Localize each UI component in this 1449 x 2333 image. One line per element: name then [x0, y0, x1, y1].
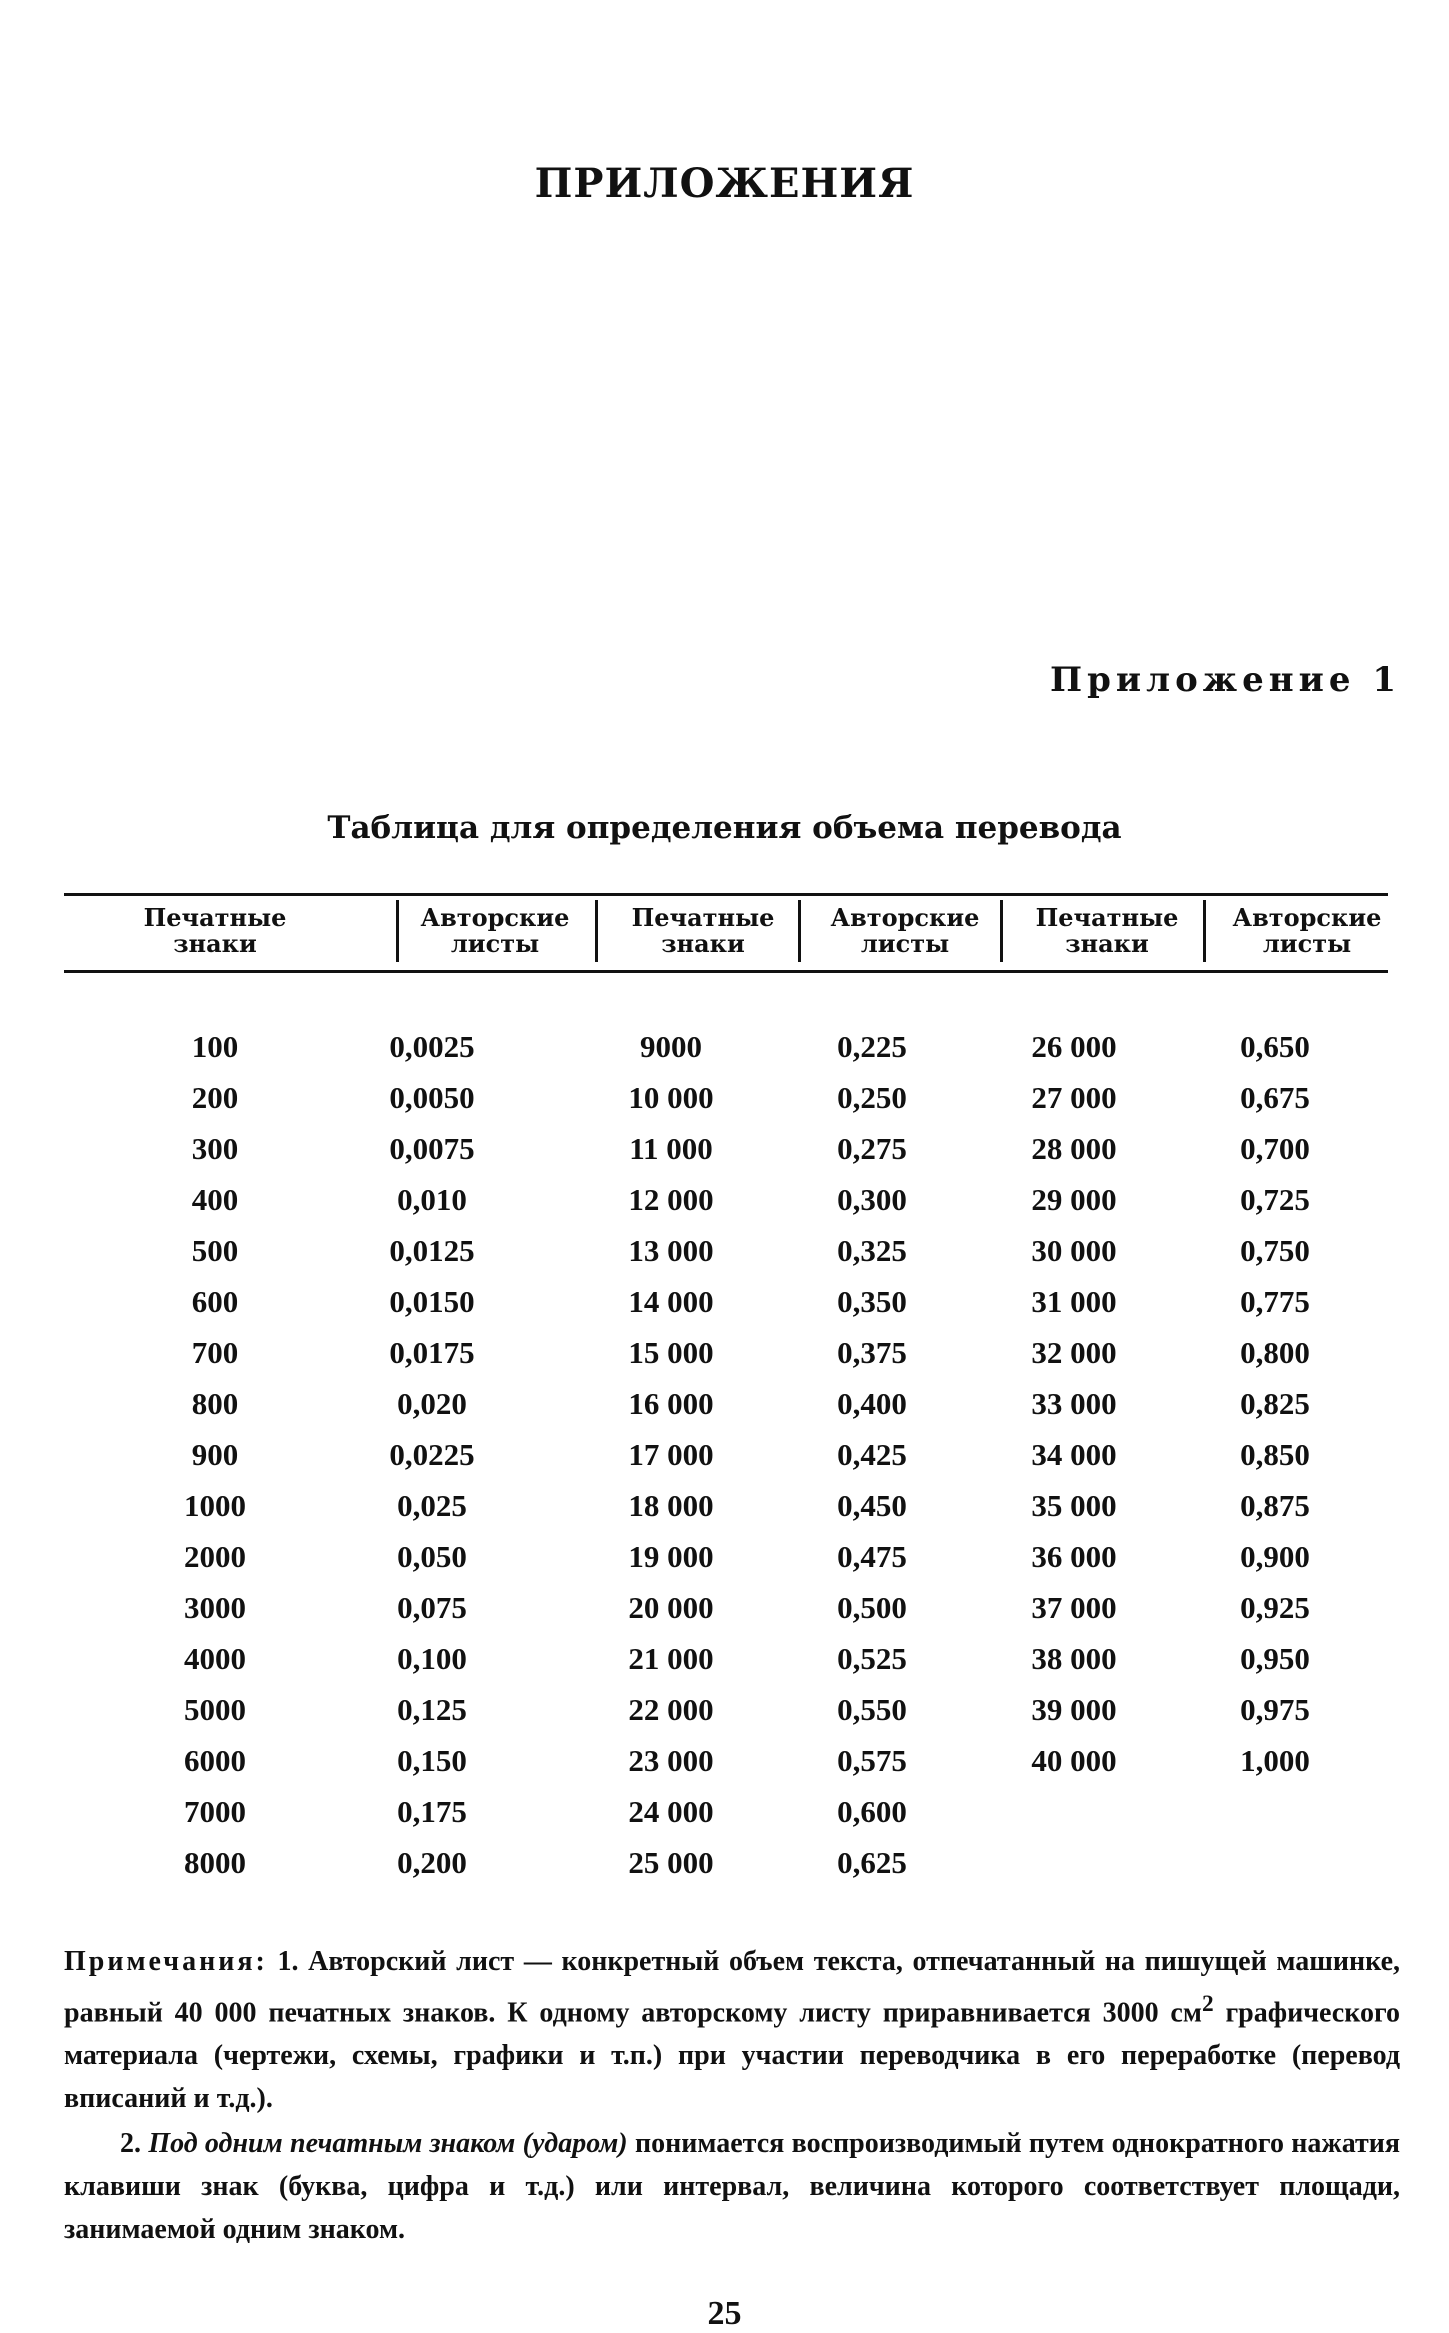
table-cell: 0,150	[397, 1743, 467, 1778]
table-cell: 300	[191, 1131, 239, 1166]
note-1-text-b: графического материала (чертежи, схемы, графики и т.п.) при участии переводчика в его переработке (перевод вписаний и т.д.).	[64, 1997, 1401, 2115]
table-cell: 6000	[184, 1743, 246, 1778]
table-cell: 21 000	[628, 1641, 714, 1676]
table-cell: 1000	[184, 1488, 246, 1523]
header-author-sheets-2: Авторские листы	[830, 903, 980, 958]
table-cell: 15 000	[628, 1335, 714, 1370]
table-header-rule	[64, 970, 1388, 973]
table-cell: 0,925	[1240, 1590, 1310, 1625]
header-divider	[1000, 900, 1003, 962]
table-cell: 10 000	[628, 1080, 714, 1115]
table-cell: 0,600	[837, 1794, 907, 1829]
table-cell: 0,750	[1240, 1233, 1310, 1268]
table-column-author-sheets-2	[792, 1021, 952, 1888]
header-divider	[595, 900, 598, 962]
table-column-printed-chars-2	[591, 1021, 751, 1888]
note-1-text-a: 1. Авторский лист — конкретный объем текста, отпечатанный на пишущей машинке, равный 40 000 печатных знаков. К одному авторскому листу приравнивается 3000 см	[64, 1946, 1401, 2029]
note-2-text: понимается воспроизводимый путем однократного нажатия клавиши знак (буква, цифра и т.д.) или интервал, величина которого соответствует площади, занимаемой одним знаком.	[64, 2128, 1401, 2246]
table-cell: 0,375	[837, 1335, 907, 1370]
table-cell: 800	[191, 1386, 239, 1421]
table-cell: 26 000	[1031, 1029, 1117, 1064]
table-cell: 0,400	[837, 1386, 907, 1421]
table-cell: 29 000	[1031, 1182, 1117, 1217]
table-cell: 0,250	[837, 1080, 907, 1115]
table-cell: 0,225	[837, 1029, 907, 1064]
table-cell: 0,025	[397, 1488, 467, 1523]
table-cell: 23 000	[628, 1743, 714, 1778]
table-cell: 0,0125	[389, 1233, 475, 1268]
page-heading: ПРИЛОЖЕНИЯ	[534, 160, 915, 207]
table-cell: 5000	[184, 1692, 246, 1727]
table-cell: 400	[191, 1182, 239, 1217]
note-1	[64, 1940, 1400, 2120]
table-cell: 32 000	[1031, 1335, 1117, 1370]
appendix-label: Приложение 1	[1050, 660, 1401, 700]
table-column-author-sheets-1	[352, 1021, 512, 1888]
table-column-printed-chars-1	[135, 1021, 295, 1888]
table-cell: 33 000	[1031, 1386, 1117, 1421]
table-cell: 1,000	[1240, 1743, 1310, 1778]
table-cell: 0,0225	[389, 1437, 475, 1472]
table-cell: 30 000	[1031, 1233, 1117, 1268]
table-cell: 22 000	[628, 1692, 714, 1727]
table-cell: 0,425	[837, 1437, 907, 1472]
table-cell: 8000	[184, 1845, 246, 1880]
table-cell: 0,500	[837, 1590, 907, 1625]
note-2	[64, 2122, 1400, 2251]
table-cell: 25 000	[628, 1845, 714, 1880]
table-cell: 0,875	[1240, 1488, 1310, 1523]
header-divider	[798, 900, 801, 962]
table-cell: 27 000	[1031, 1080, 1117, 1115]
table-cell: 0,975	[1240, 1692, 1310, 1727]
table-cell: 0,0025	[389, 1029, 475, 1064]
table-cell: 0,725	[1240, 1182, 1310, 1217]
table-cell: 24 000	[628, 1794, 714, 1829]
table-column-printed-chars-3	[994, 1021, 1154, 1786]
table-cell: 0,675	[1240, 1080, 1310, 1115]
header-printed-chars-2: Печатные знаки	[631, 903, 775, 958]
table-cell: 500	[191, 1233, 239, 1268]
table-cell: 0,850	[1240, 1437, 1310, 1472]
table-cell: 20 000	[628, 1590, 714, 1625]
table-cell: 3000	[184, 1590, 246, 1625]
table-cell: 31 000	[1031, 1284, 1117, 1319]
table-cell: 700	[191, 1335, 239, 1370]
table-cell: 0,075	[397, 1590, 467, 1625]
note-2-number: 2.	[120, 2128, 141, 2160]
table-cell: 0,625	[837, 1845, 907, 1880]
table-cell: 9000	[640, 1029, 702, 1064]
table-cell: 28 000	[1031, 1131, 1117, 1166]
page-number: 25	[707, 2295, 742, 2332]
table-cell: 0,0050	[389, 1080, 475, 1115]
table-top-rule	[64, 893, 1388, 896]
table-cell: 0,825	[1240, 1386, 1310, 1421]
table-cell: 0,0175	[389, 1335, 475, 1370]
note-1-superscript: 2	[1201, 1991, 1214, 2017]
note-2-italic: Под одним печатным знаком (ударом)	[148, 2128, 628, 2160]
table-cell: 0,175	[397, 1794, 467, 1829]
table-cell: 0,525	[837, 1641, 907, 1676]
table-cell: 0,775	[1240, 1284, 1310, 1319]
table-cell: 900	[191, 1437, 239, 1472]
table-cell: 0,275	[837, 1131, 907, 1166]
table-column-author-sheets-3	[1195, 1021, 1355, 1786]
header-divider	[396, 900, 399, 962]
table-cell: 12 000	[628, 1182, 714, 1217]
table-cell: 0,475	[837, 1539, 907, 1574]
table-cell: 16 000	[628, 1386, 714, 1421]
table-cell: 0,020	[397, 1386, 467, 1421]
table-cell: 0,950	[1240, 1641, 1310, 1676]
table-cell: 0,125	[397, 1692, 467, 1727]
header-author-sheets-3: Авторские листы	[1232, 903, 1382, 958]
table-cell: 7000	[184, 1794, 246, 1829]
notes	[64, 1940, 1400, 2251]
notes-label: Примечания:	[64, 1946, 268, 1977]
table-cell: 0,350	[837, 1284, 907, 1319]
table-cell: 600	[191, 1284, 239, 1319]
table-cell: 36 000	[1031, 1539, 1117, 1574]
table-cell: 0,650	[1240, 1029, 1310, 1064]
table-cell: 0,100	[397, 1641, 467, 1676]
table-cell: 17 000	[628, 1437, 714, 1472]
table-cell: 38 000	[1031, 1641, 1117, 1676]
table-cell: 18 000	[628, 1488, 714, 1523]
table-cell: 0,550	[837, 1692, 907, 1727]
table-cell: 0,450	[837, 1488, 907, 1523]
header-author-sheets-1: Авторские листы	[420, 903, 570, 958]
table-cell: 2000	[184, 1539, 246, 1574]
table-cell: 4000	[184, 1641, 246, 1676]
table-cell: 0,325	[837, 1233, 907, 1268]
header-printed-chars-3: Печатные знаки	[1035, 903, 1179, 958]
table-cell: 39 000	[1031, 1692, 1117, 1727]
table-cell: 0,700	[1240, 1131, 1310, 1166]
table-cell: 35 000	[1031, 1488, 1117, 1523]
header-divider	[1203, 900, 1206, 962]
table-cell: 100	[191, 1029, 239, 1064]
table-title: Таблица для определения объема перевода	[327, 810, 1122, 846]
table-cell: 19 000	[628, 1539, 714, 1574]
table-cell: 0,050	[397, 1539, 467, 1574]
table-cell: 0,800	[1240, 1335, 1310, 1370]
table-cell: 0,0150	[389, 1284, 475, 1319]
table-cell: 37 000	[1031, 1590, 1117, 1625]
table-cell: 34 000	[1031, 1437, 1117, 1472]
table-cell: 0,200	[397, 1845, 467, 1880]
table-cell: 0,575	[837, 1743, 907, 1778]
table-cell: 200	[191, 1080, 239, 1115]
table-cell: 13 000	[628, 1233, 714, 1268]
table-cell: 0,300	[837, 1182, 907, 1217]
table-cell: 0,0075	[389, 1131, 475, 1166]
table-cell: 14 000	[628, 1284, 714, 1319]
header-printed-chars-1: Печатные знаки	[143, 903, 287, 958]
table-cell: 11 000	[629, 1131, 713, 1166]
table-cell: 0,010	[397, 1182, 467, 1217]
table-cell: 40 000	[1031, 1743, 1117, 1778]
table-cell: 0,900	[1240, 1539, 1310, 1574]
